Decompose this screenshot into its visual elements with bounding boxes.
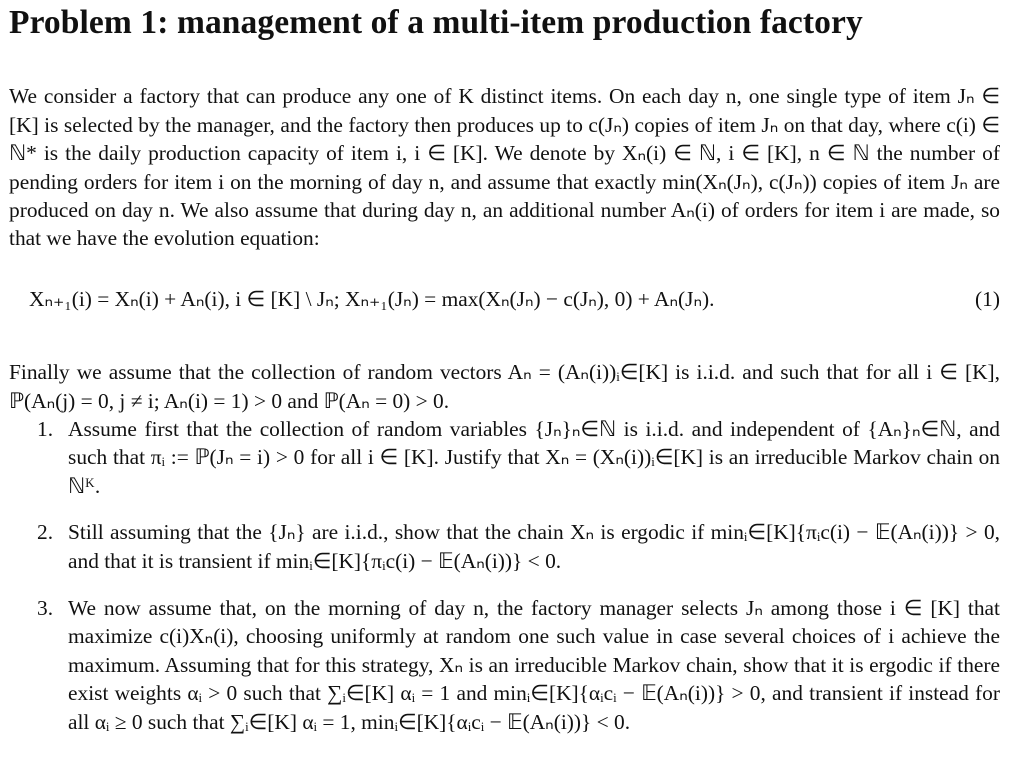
list-item — [9, 594, 1000, 736]
question-number: 2. — [37, 520, 54, 545]
intro-paragraph: We consider a factory that can produce any one of K distinct items. On each day n, one single type of item Jₙ ∈ [K] is selected by the manager, and the factory then produces up to c(Jₙ) copies of item Jₙ on that day, where c(i) ∈ ℕ* is the daily production capacity of item i, i ∈ [K]. We denote by Xₙ(i) ∈ ℕ, i ∈ [K], n ∈ ℕ the number of pending orders for item i on the morning of day n, and assume that exactly min(Xₙ(Jₙ), c(Jₙ)) copies of item Jₙ are produced on day n. We also assume that during day n, an additional number Aₙ(i) of orders for item i are made, so that we have the evolution equation: — [9, 84, 1000, 251]
question-text: Still assuming that the {Jₙ} are i.i.d., show that the chain Xₙ is ergodic if minᵢ∈[K]{πᵢc(i) − 𝔼(Aₙ(i))} > 0, and that it is transient if minᵢ∈[K]{πᵢc(i) − 𝔼(Aₙ(i))} < 0. — [68, 520, 1000, 573]
list-item — [9, 518, 1000, 575]
equation-body: Xₙ₊₁(i) = Xₙ(i) + Aₙ(i), i ∈ [K] \ Jₙ; Xₙ₊₁(Jₙ) = max(Xₙ(Jₙ) − c(Jₙ), 0) + Aₙ(Jₙ). — [29, 287, 715, 311]
question-text: Assume first that the collection of random variables {Jₙ}ₙ∈ℕ is i.i.d. and independent of {Aₙ}ₙ∈ℕ, and such that πᵢ := ℙ(Jₙ = i) > 0 for all i ∈ [K]. Justify that Xₙ = (Xₙ(i))ᵢ∈[K] is an irreducible Markov chain on ℕᴷ. — [68, 417, 1000, 498]
evolution-equation — [9, 283, 1000, 315]
question-number: 1. — [37, 417, 54, 441]
problem-title: Problem 1: management of a multi-item production factory — [9, 4, 863, 41]
equation-number: (1) — [975, 287, 1000, 311]
question-list — [9, 415, 1000, 736]
question-number: 3. — [37, 596, 54, 621]
list-item — [9, 415, 1000, 500]
assumption-paragraph: Finally we assume that the collection of random vectors Aₙ = (Aₙ(i))ᵢ∈[K] is i.i.d. and such that for all i ∈ [K], ℙ(Aₙ(j) = 0, j ≠ i; Aₙ(i) = 1) > 0 and ℙ(Aₙ = 0) > 0. — [9, 360, 1000, 413]
question-text: We now assume that, on the morning of day n, the factory manager selects Jₙ among those i ∈ [K] that maximize c(i)Xₙ(i), choosing uniformly at random one such value in case several choices of i achieve the maximum. Assuming that for this strategy, Xₙ is an irreducible Markov chain, show that it is ergodic if there exist weights αᵢ > 0 such that ∑ᵢ∈[K] αᵢ = 1 and minᵢ∈[K]{αᵢcᵢ − 𝔼(Aₙ(i))} > 0, and transient if instead for all αᵢ ≥ 0 such that ∑ᵢ∈[K] αᵢ = 1, minᵢ∈[K]{αᵢcᵢ − 𝔼(Aₙ(i))} < 0. — [68, 596, 1000, 734]
